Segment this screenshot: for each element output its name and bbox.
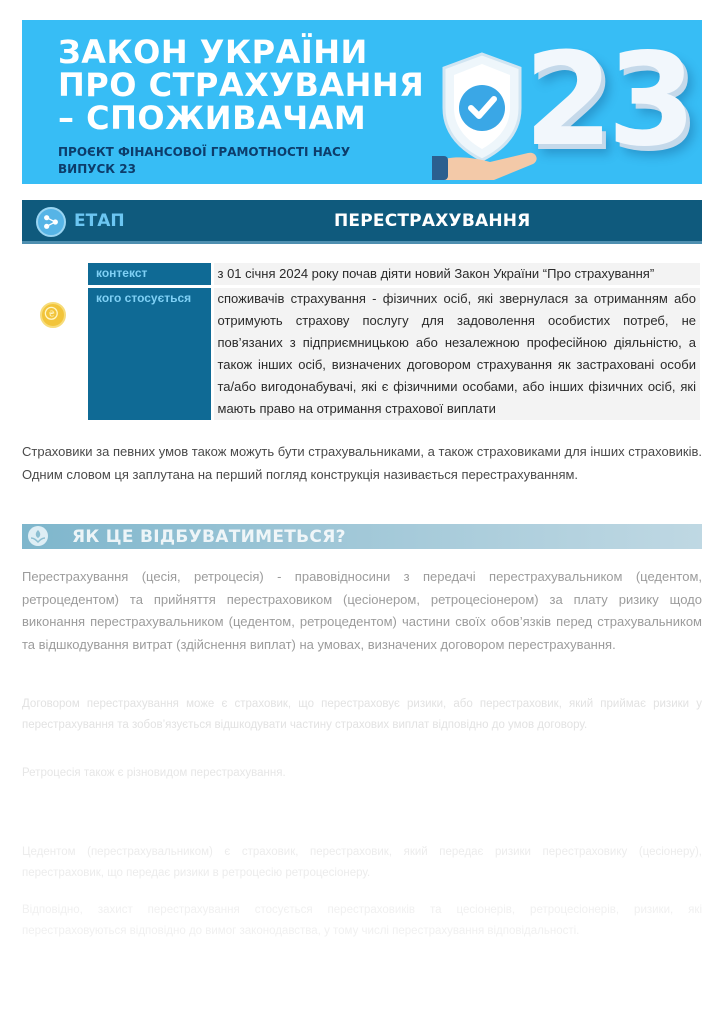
- info-label-context: контекст: [88, 263, 212, 287]
- how-section-title: ЯК ЦЕ ВІДБУВАТИМЕТЬСЯ?: [72, 527, 346, 547]
- banner-title: [58, 33, 438, 137]
- coin-icon: [40, 302, 66, 328]
- banner-title-line: ПРО СТРАХУВАННЯ: [58, 66, 425, 104]
- faded-paragraph: Відповідно, захист перестрахування стосується перестраховиків та цесіонерів, ретроцесіонерів, ризики, які перестраховуються відповідно до вимог законодавства, у тому числі перестрахування відповідальності.: [22, 904, 702, 937]
- faded-paragraph: Договором перестрахування може є страховик, що перестраховує ризики, або перестраховик, який приймає ризики у перестрахування та зобов’язується відшкодувати частину страхових виплат відповідно до умов договору.: [22, 698, 702, 731]
- network-circle-icon: [36, 207, 66, 237]
- how-section-bar: [22, 524, 702, 549]
- svg-text:₴: ₴: [48, 309, 55, 319]
- stage-label: ЕТАП: [74, 211, 125, 231]
- banner-subtitle: [58, 144, 350, 178]
- hands-leaf-icon: [28, 526, 48, 546]
- faded-paragraph: Цедентом (перестрахувальником) є страховик, перестраховик, який передає ризики перестраховику (цесіонеру), перестраховик, що передає ризики в ретроцесію ретроцесіонеру.: [22, 846, 702, 879]
- table-row: [88, 287, 700, 422]
- banner-title-line: – СПОЖИВАЧАМ: [58, 99, 367, 137]
- stage-title: ПЕРЕСТРАХУВАННЯ: [334, 211, 531, 231]
- intro-paragraph: Страховики за певних умов також можуть бути страхувальниками, а також страховиками для інших страховиків. Одним словом ця заплутана на перший погляд конструкція називається перестрахуванням.: [22, 444, 702, 482]
- faded-paragraph: Ретроцесія також є різновидом перестрахування.: [22, 767, 286, 779]
- info-label-audience: кого стосується: [88, 287, 212, 422]
- header-banner: [22, 20, 702, 184]
- info-value-audience: споживачів страхування - фізичних осіб, які звернулася за отриманням або отримують страхову послугу для задоволення особистих потреб, не пов’язаних з підприємницькою або незалежною професійною діяльністю, а також інших осіб, визначених договором страхування як застраховані особи та/або вигодонабувачі, які є фізичними особами, або інших фізичних осіб, які мають право на отримання страхової виплати: [212, 287, 700, 422]
- table-row: [88, 263, 700, 287]
- stage-bar: [22, 200, 702, 244]
- issue-number: 23: [524, 26, 691, 175]
- info-value-context: з 01 січня 2024 року почав діяти новий Закон України “Про страхування”: [212, 263, 700, 287]
- info-table: [88, 263, 700, 423]
- banner-title-line: ЗАКОН УКРАЇНИ: [58, 33, 368, 71]
- banner-project-line: ПРОЄКТ ФІНАНСОВОЇ ГРАМОТНОСТІ НАСУ: [58, 145, 351, 159]
- banner-issue-line: ВИПУСК 23: [58, 162, 136, 176]
- definition-paragraph: Перестрахування (цесія, ретроцесія) - правовідносини з передачі перестрахувальником (цедентом, ретроцедентом) та прийняття перестраховиком (цесіонером, ретроцесіонером) за плату ризику щодо виконання перестрахувальником (цедентом, ретроцедентом) частини своїх обов’язків перед страхувальником та відшкодування витрат (здійснення виплат) на умовах, визначених договором перестрахування.: [22, 569, 702, 652]
